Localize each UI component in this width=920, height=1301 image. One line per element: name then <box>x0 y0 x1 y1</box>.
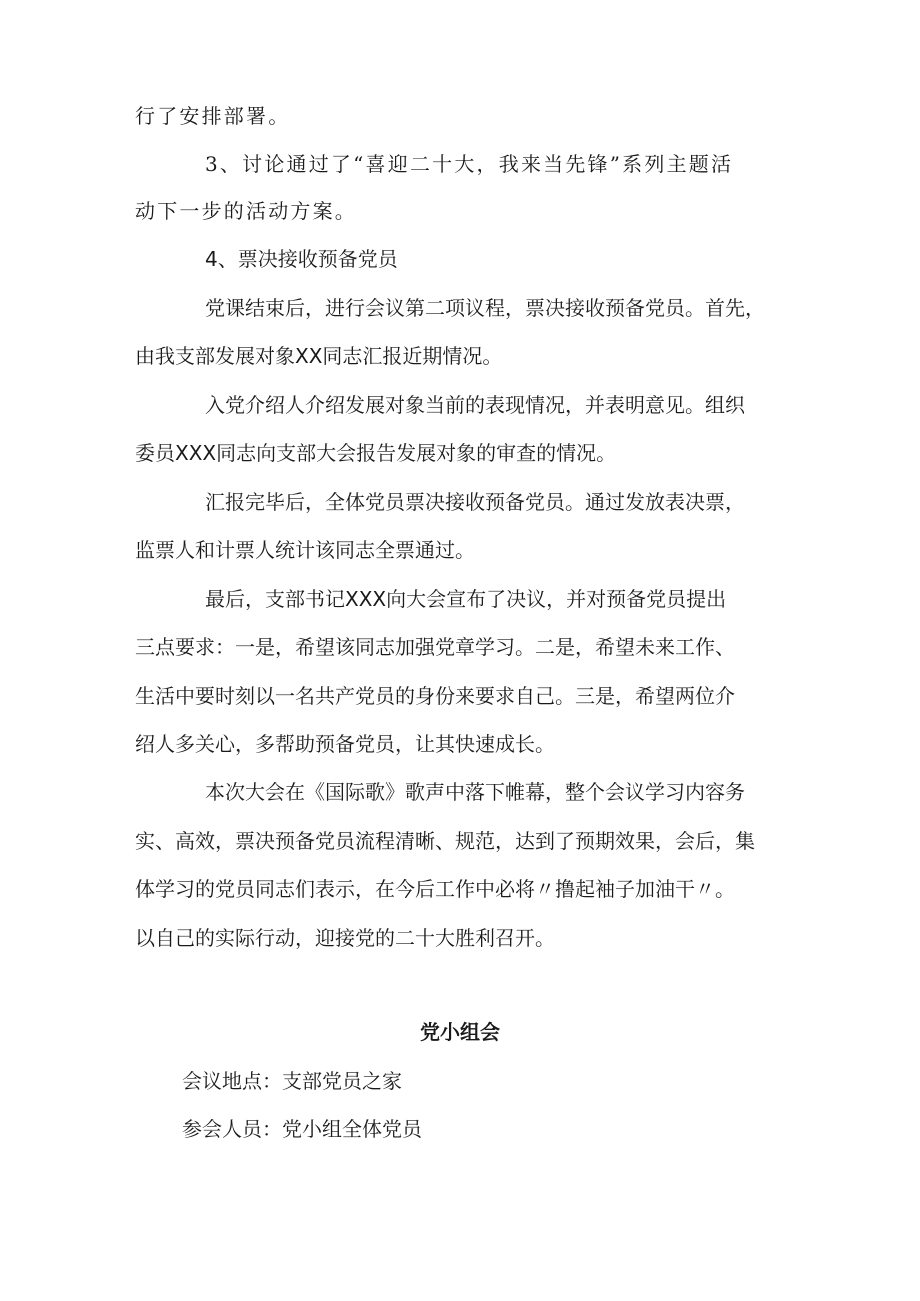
paragraph-line: 生活中要时刻以一名共产党员的身份来要求自己。三是，希望两位介 <box>135 684 735 708</box>
paragraph-line: 入党介绍人介绍发展对象当前的表现情况，并表明意见。组织 <box>205 393 745 417</box>
paragraph-line: 由我支部发展对象XX同志汇报近期情况。 <box>135 344 503 368</box>
meeting-attendees: 参会人员：党小组全体党员 <box>182 1117 422 1141</box>
paragraph-line: 监票人和计票人统计该同志全票通过。 <box>135 538 475 562</box>
paragraph-line: 委员XXX同志向支部大会报告发展对象的审查的情况。 <box>135 441 617 465</box>
paragraph-line: 动下一步的活动方案。 <box>135 199 357 223</box>
paragraph-line: 以自己的实际行动，迎接党的二十大胜利召开。 <box>135 926 555 950</box>
paragraph-line: 党课结束后，进行会议第二项议程，票决接收预备党员。首先， <box>205 296 765 320</box>
paragraph-line: 体学习的党员同志们表示，在今后工作中必将〃撸起袖子加油干〃。 <box>135 877 735 901</box>
paragraph-line: 最后，支部书记XXX向大会宣布了决议，并对预备党员提出 <box>205 587 727 611</box>
meeting-place: 会议地点：支部党员之家 <box>182 1069 402 1093</box>
paragraph-line: 绍人多关心，多帮助预备党员，让其快速成长。 <box>135 732 555 756</box>
paragraph-line: 实、高效，票决预备党员流程清晰、规范，达到了预期效果，会后，集 <box>135 829 755 853</box>
paragraph-line: 本次大会在《国际歌》歌声中落下帷幕，整个会议学习内容务 <box>205 780 745 804</box>
subheading-vote: 4、票决接收预备党员 <box>205 247 398 271</box>
paragraph-line: 汇报完毕后，全体党员票决接收预备党员。通过发放表决票， <box>205 490 745 514</box>
section-title: 党小组会 <box>420 1020 500 1044</box>
paragraph-line: 三点要求：一是，希望该同志加强党章学习。二是，希望未来工作、 <box>135 635 735 659</box>
paragraph-line: 行了安排部署。 <box>135 104 291 128</box>
paragraph-line: 3、讨论通过了“喜迎二十大，我来当先锋”系列主题活 <box>205 152 734 176</box>
